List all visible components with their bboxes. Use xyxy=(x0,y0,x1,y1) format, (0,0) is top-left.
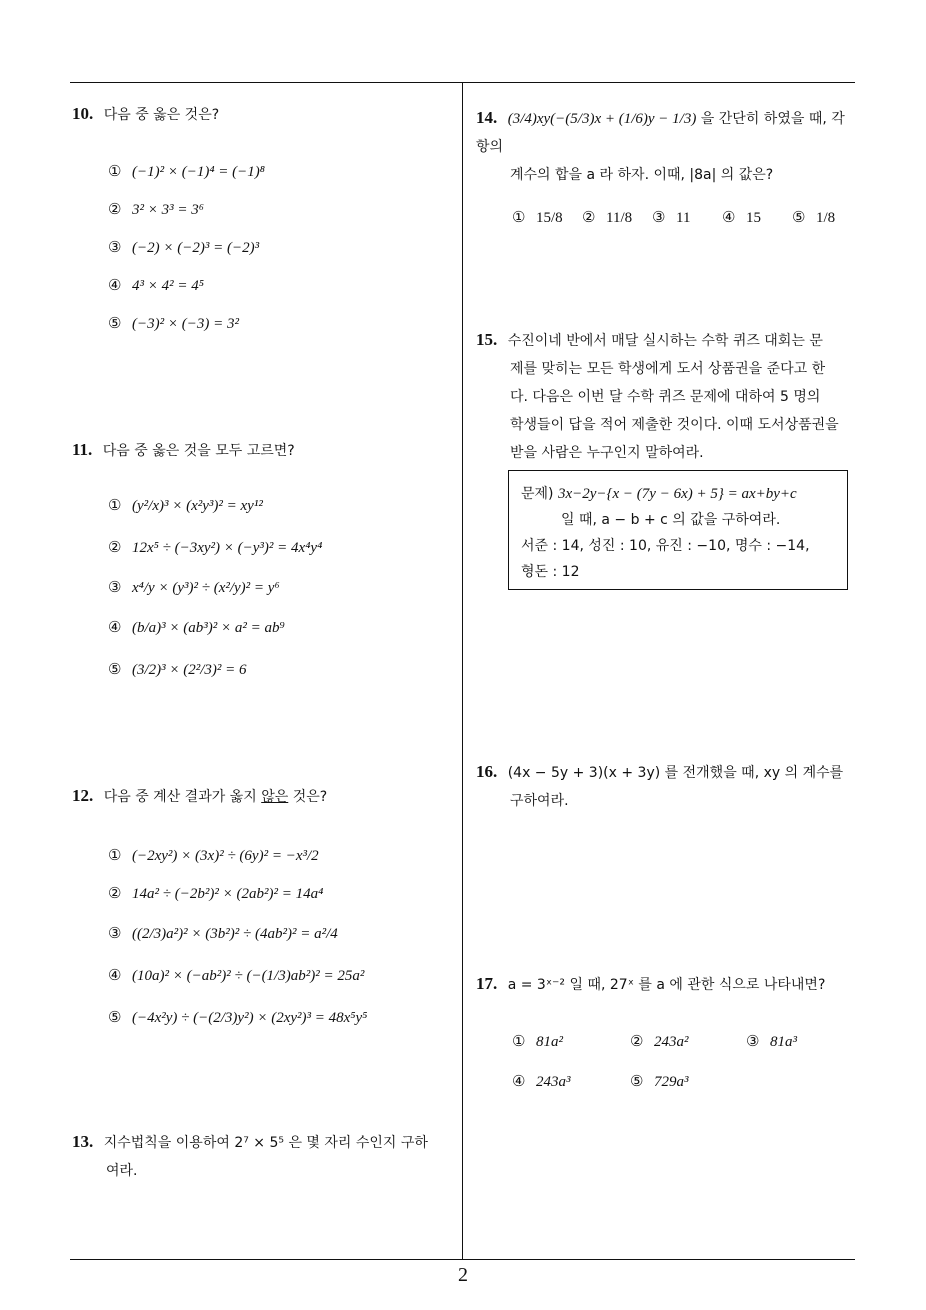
question-text: 다음 중 옳은 것을 모두 고르면? xyxy=(102,443,295,459)
q11-option-1[interactable]: ① (y²/x)³ × (x²y³)² = xy¹² xyxy=(108,498,263,514)
question-number: 14. xyxy=(476,108,498,127)
q10-option-4[interactable]: ④ 4³ × 4² = 4⁵ xyxy=(108,278,204,294)
question-number: 17. xyxy=(476,974,498,993)
q10-option-5[interactable]: ⑤ (−3)² × (−3) = 3² xyxy=(108,316,239,332)
question-14 xyxy=(476,104,861,189)
question-number: 11. xyxy=(72,440,93,459)
question-number: 16. xyxy=(476,762,498,781)
q11-option-3[interactable]: ③ x⁴/y × (y³)² ÷ (x²/y)² = y⁶ xyxy=(108,580,280,596)
q17-option-3[interactable]: ③ 81a³ xyxy=(746,1034,797,1050)
question-text: 다음 중 옳은 것은? xyxy=(103,107,220,123)
question-10 xyxy=(72,100,219,129)
question-12 xyxy=(72,782,327,811)
bottom-rule xyxy=(70,1259,855,1260)
q10-option-3[interactable]: ③ (−2) × (−2)³ = (−2)³ xyxy=(108,240,260,256)
problem-box xyxy=(508,470,848,590)
question-17 xyxy=(476,970,861,999)
question-number: 13. xyxy=(72,1132,94,1151)
question-text: 지수법칙을 이용하여 2⁷ × 5⁵ 은 몇 자리 수인지 구하 xyxy=(103,1135,428,1151)
question-number: 15. xyxy=(476,330,498,349)
q11-option-5[interactable]: ⑤ (3/2)³ × (2²/3)² = 6 xyxy=(108,662,247,678)
problem-expression: 3x−2y−{x − (7y − 6x) + 5} = ax+by+c xyxy=(557,486,797,502)
question-line-5: 받을 사람은 누구인지 말하여라. xyxy=(510,445,704,461)
question-text-before: 다음 중 계산 결과가 옳지 xyxy=(103,789,262,805)
question-text: a = 3ˣ⁻² 일 때, 27ˣ 를 a 에 관한 식으로 나타내면? xyxy=(507,977,826,993)
q17-option-1[interactable]: ① 81a² xyxy=(512,1034,563,1050)
question-line-3: 다. 다음은 이번 달 수학 퀴즈 문제에 대하여 5 명의 xyxy=(510,389,821,405)
q11-option-2[interactable]: ② 12x⁵ ÷ (−3xy²) × (−y³)² = 4x⁴y⁴ xyxy=(108,540,323,556)
problem-answers-cont: 형돈 : 12 xyxy=(521,564,580,580)
question-line-4: 학생들이 답을 적어 제출한 것이다. 이때 도서상품권을 xyxy=(510,417,839,433)
q12-option-5[interactable]: ⑤ (−4x²y) ÷ (−(2/3)y²) × (2xy²)³ = 48x⁵y⁵ xyxy=(108,1010,368,1026)
question-number: 10. xyxy=(72,104,94,123)
problem-line-2: 일 때, a − b + c 의 값을 구하여라. xyxy=(561,512,781,528)
q11-option-4[interactable]: ④ (b/a)³ × (ab³)² × a² = ab⁹ xyxy=(108,620,285,636)
question-15 xyxy=(476,326,861,467)
question-text-after: 것은? xyxy=(288,789,328,805)
q10-option-1[interactable]: ① (−1)² × (−1)⁴ = (−1)⁸ xyxy=(108,164,266,180)
q14-option-3[interactable]: ③ 11 xyxy=(652,210,691,226)
column-divider xyxy=(462,82,463,1259)
q17-option-4[interactable]: ④ 243a³ xyxy=(512,1074,571,1090)
question-text: (4x − 5y + 3)(x + 3y) 를 전개했을 때, xy 의 계수를 xyxy=(507,765,844,781)
q17-option-5[interactable]: ⑤ 729a³ xyxy=(630,1074,689,1090)
question-text-cont: 계수의 합을 a 라 하자. 이때, |8a| 의 값은? xyxy=(510,167,774,183)
question-line-2: 제를 맞히는 모든 학생에게 도서 상품권을 준다고 한 xyxy=(510,361,826,377)
page-number: 2 xyxy=(458,1264,468,1286)
question-16 xyxy=(476,758,861,815)
q12-option-2[interactable]: ② 14a² ÷ (−2b²)² × (2ab²)² = 14a⁴ xyxy=(108,886,324,902)
q17-option-2[interactable]: ② 243a² xyxy=(630,1034,689,1050)
q10-option-2[interactable]: ② 3² × 3³ = 3⁶ xyxy=(108,202,204,218)
problem-answers: 서준 : 14, 성진 : 10, 유진 : −10, 명수 : −14, xyxy=(521,538,810,554)
question-text-cont: 여라. xyxy=(106,1163,138,1179)
question-line-1: 수진이네 반에서 매달 실시하는 수학 퀴즈 대회는 문 xyxy=(507,333,823,349)
question-text: 을 간단히 하였을 때, 각 항의 xyxy=(476,111,845,155)
q14-option-2[interactable]: ② 11/8 xyxy=(582,210,633,226)
problem-line-1 xyxy=(521,481,835,507)
question-11 xyxy=(72,436,295,465)
problem-label: 문제) xyxy=(521,486,554,502)
question-text-underline: 않은 xyxy=(261,789,289,805)
q14-option-1[interactable]: ① 15/8 xyxy=(512,210,563,226)
question-text-cont: 구하여라. xyxy=(510,793,569,809)
q14-option-5[interactable]: ⑤ 1/8 xyxy=(792,210,836,226)
question-expression: (3/4)xy(−(5/3)x + (1/6)y − 1/3) xyxy=(507,111,697,127)
question-13 xyxy=(72,1128,457,1185)
q14-option-4[interactable]: ④ 15 xyxy=(722,210,761,226)
question-number: 12. xyxy=(72,786,94,805)
q12-option-3[interactable]: ③ ((2/3)a²)² × (3b²)² ÷ (4ab²)² = a²/4 xyxy=(108,926,338,942)
q12-option-4[interactable]: ④ (10a)² × (−ab²)² ÷ (−(1/3)ab²)² = 25a² xyxy=(108,968,365,984)
q12-option-1[interactable]: ① (−2xy²) × (3x)² ÷ (6y)² = −x³/2 xyxy=(108,848,319,864)
